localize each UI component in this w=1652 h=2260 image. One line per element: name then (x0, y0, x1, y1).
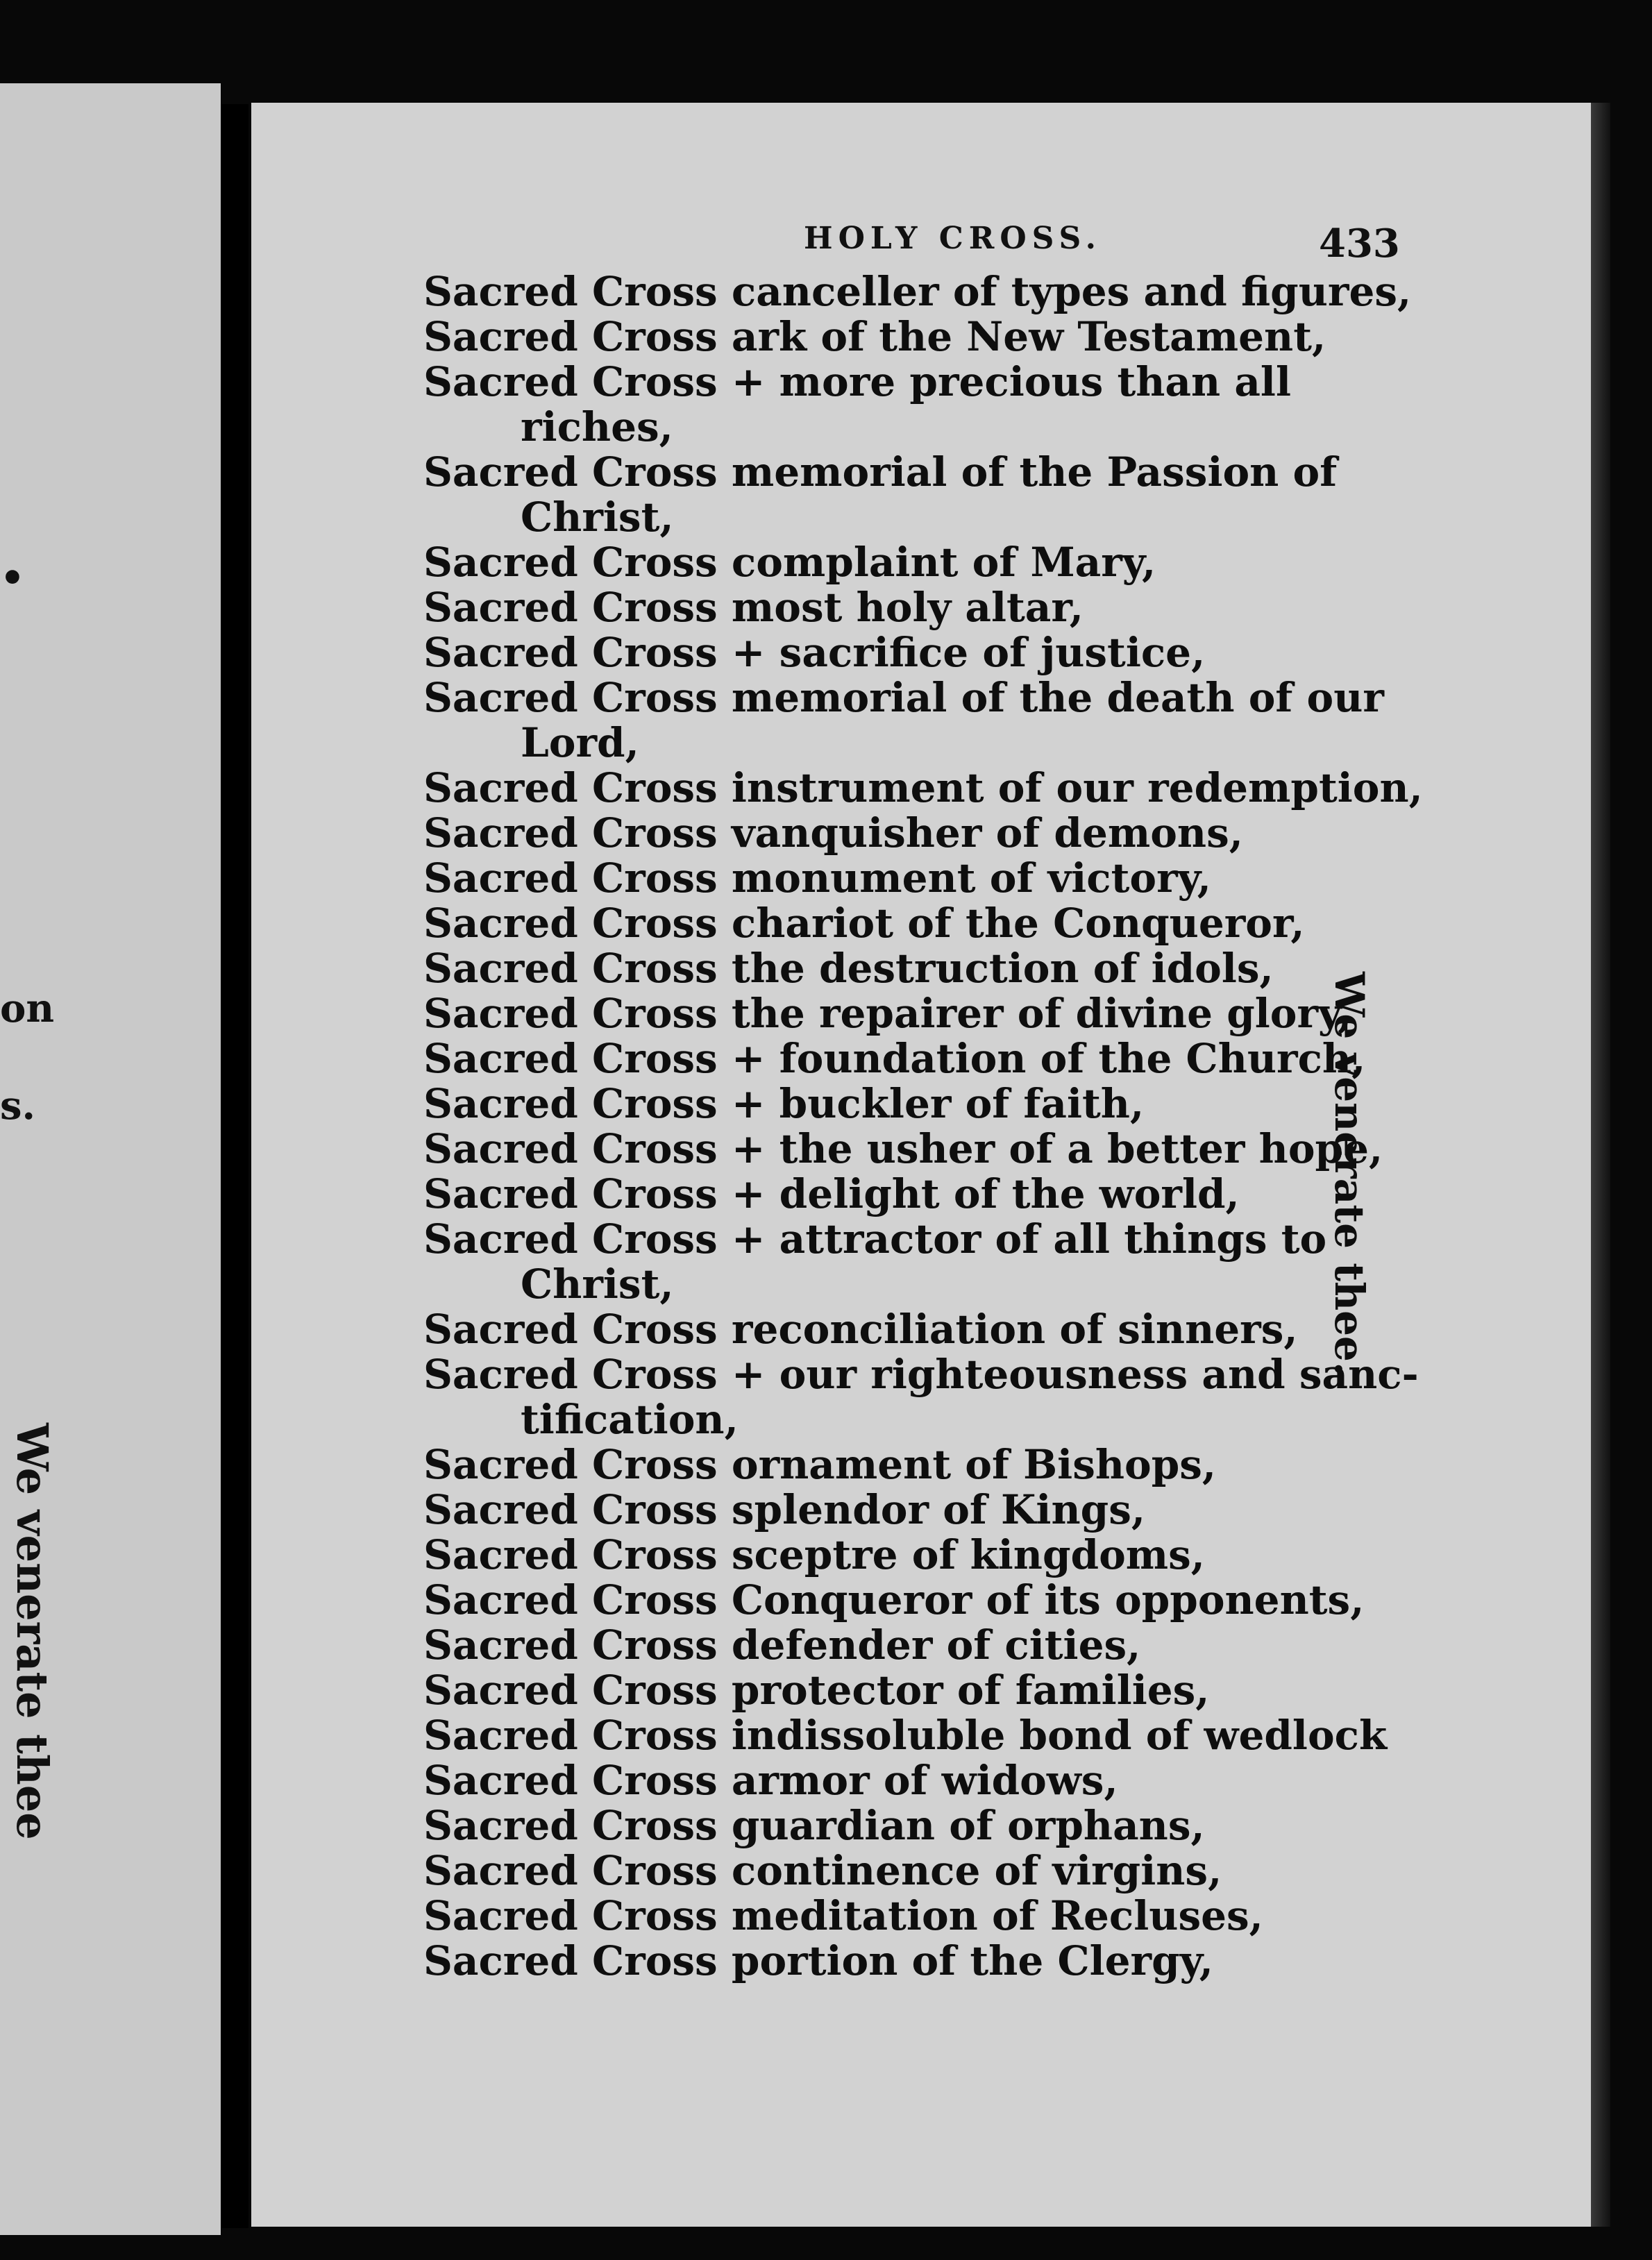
page-number: 433 (1319, 221, 1400, 267)
litany-line: Sacred Cross ark of the New Testament, (423, 313, 1326, 360)
litany-line: Sacred Cross + our righteousness and sanc- (423, 1351, 1419, 1398)
litany-line: Sacred Cross portion of the Clergy, (423, 1937, 1213, 1984)
side-refrain: We venerate thee. (1326, 972, 1373, 1376)
litany-line: Sacred Cross reconciliation of sinners, (423, 1306, 1298, 1353)
litany-line: Sacred Cross complaint of Mary, (423, 539, 1156, 586)
litany-line-continuation: tification, (521, 1396, 739, 1443)
litany-line: Sacred Cross memorial of the death of our (423, 674, 1384, 721)
litany-line: Sacred Cross Conqueror of its opponents, (423, 1576, 1365, 1624)
litany-line: Sacred Cross + the usher of a better hope, (423, 1125, 1383, 1172)
litany-line: Sacred Cross defender of cities, (423, 1621, 1141, 1669)
litany-line: Sacred Cross ornament of Bishops, (423, 1441, 1217, 1488)
running-head: HOLY CROSS. (804, 221, 1102, 256)
litany-line-continuation: riches, (521, 403, 673, 450)
left-page-fragment: • (0, 555, 25, 601)
litany-line: Sacred Cross the destruction of idols, (423, 945, 1274, 992)
litany-line: Sacred Cross armor of widows, (423, 1757, 1118, 1804)
litany-line: Sacred Cross protector of families, (423, 1667, 1210, 1714)
litany-line: Sacred Cross indissoluble bond of wedlock (423, 1712, 1388, 1759)
litany-line: Sacred Cross monument of victory, (423, 854, 1211, 902)
left-page-refrain: We venerate thee (7, 1423, 58, 1840)
litany-line-continuation: Christ, (521, 1260, 674, 1308)
litany-line: Sacred Cross + sacrifice of justice, (423, 629, 1206, 676)
litany-line: Sacred Cross memorial of the Passion of (423, 448, 1338, 496)
book-gutter (221, 104, 248, 2228)
litany-line: Sacred Cross + more precious than all (423, 358, 1292, 405)
litany-line-continuation: Lord, (521, 719, 639, 766)
litany-line: Sacred Cross + foundation of the Church, (423, 1035, 1366, 1082)
litany-line: Sacred Cross sceptre of kingdoms, (423, 1531, 1205, 1578)
litany-line-continuation: Christ, (521, 494, 674, 541)
litany-line: Sacred Cross + attractor of all things to (423, 1215, 1327, 1263)
litany-line: Sacred Cross + buckler of faith, (423, 1080, 1145, 1127)
litany-line: Sacred Cross vanquisher of demons, (423, 809, 1243, 857)
litany-line: Sacred Cross chariot of the Conqueror, (423, 900, 1305, 947)
litany-line: Sacred Cross meditation of Recluses, (423, 1892, 1263, 1939)
litany-line: Sacred Cross canceller of types and figures, (423, 268, 1412, 315)
litany-line: Sacred Cross splendor of Kings, (423, 1486, 1146, 1533)
litany-line: Sacred Cross instrument of our redemption, (423, 764, 1423, 811)
litany-line: Sacred Cross the repairer of divine glory, (423, 990, 1352, 1037)
left-page-fragment: s. (0, 1083, 36, 1129)
page-edge (1591, 103, 1610, 2227)
left-page (0, 83, 221, 2235)
litany-line: Sacred Cross guardian of orphans, (423, 1802, 1205, 1849)
litany-line: Sacred Cross continence of virgins, (423, 1847, 1222, 1894)
left-page-fragment: on (0, 986, 55, 1031)
litany-line: Sacred Cross + delight of the world, (423, 1170, 1240, 1217)
litany-line: Sacred Cross most holy altar, (423, 584, 1084, 631)
